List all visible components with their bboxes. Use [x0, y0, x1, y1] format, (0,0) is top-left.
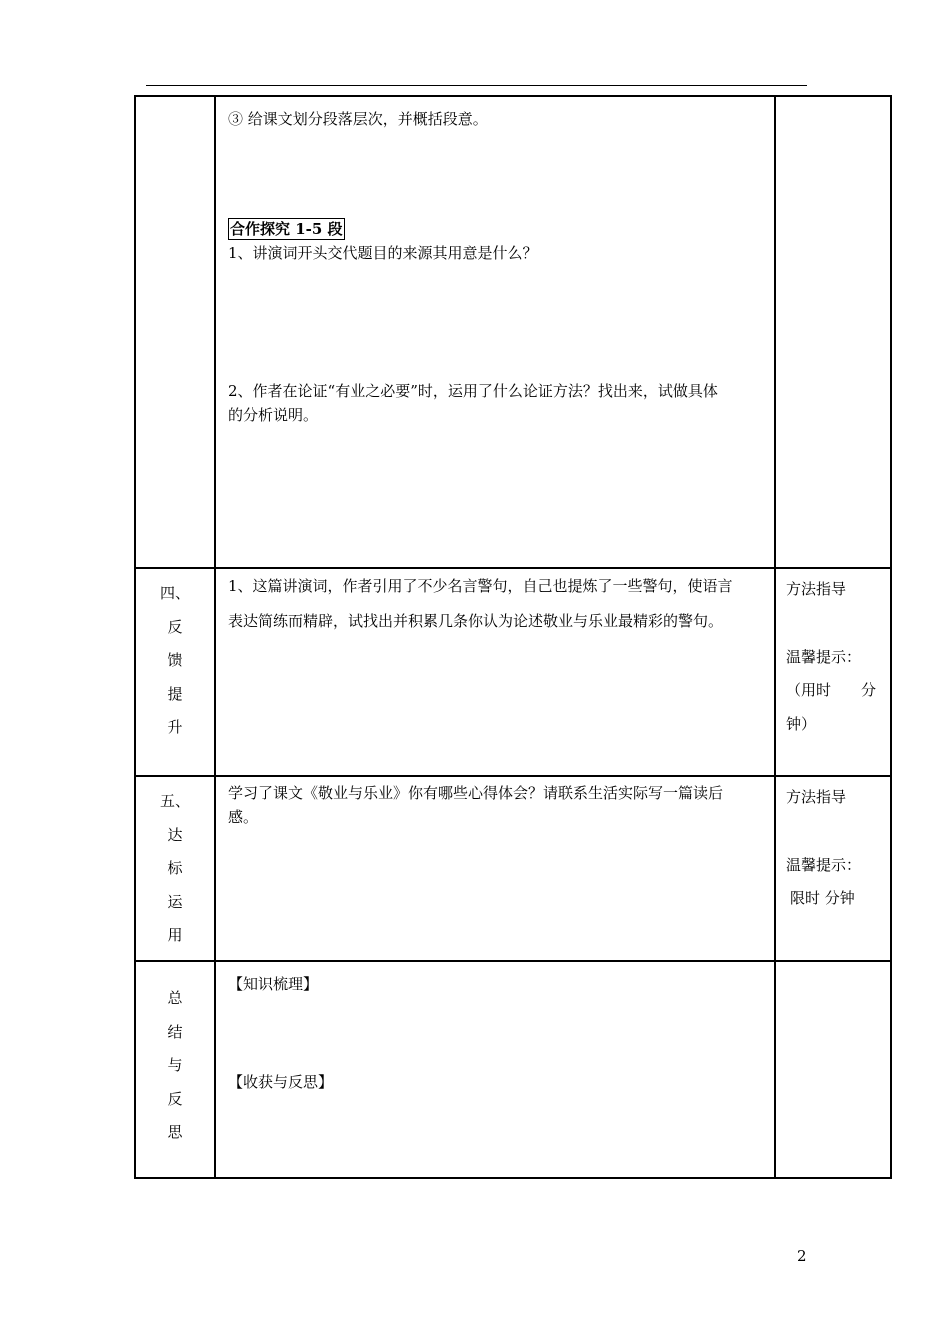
notes-cell — [775, 568, 891, 776]
section-label-char: 标 — [167, 859, 183, 877]
warm-tip-label: 温馨提示： — [786, 647, 862, 666]
header-rule — [146, 85, 807, 86]
application-task-line-2: 感。 — [228, 808, 259, 826]
content-cell — [215, 568, 775, 776]
feedback-task-line-2: 表达简练而精辟，试找出并积累几条你认为论述敬业与乐业最精彩的警句。 — [228, 612, 724, 630]
section-label-char: 升 — [167, 718, 183, 736]
section-label-cell — [135, 961, 215, 1178]
notes-cell — [775, 961, 891, 1178]
section-label-char: 与 — [167, 1056, 183, 1074]
cooperative-inquiry-heading: 合作探究 1-5 段 — [230, 220, 343, 238]
section-label-char: 馈 — [167, 651, 183, 669]
section-label-cell — [135, 568, 215, 776]
question-2-line-1: 2、作者在论证“有业之必要”时，运用了什么论证方法？找出来，试做具体 — [228, 382, 718, 400]
question-1: 1、讲演词开头交代题目的来源其用意是什么？ — [228, 244, 538, 262]
section-label-char: 达 — [167, 825, 183, 844]
section-label-char: 总 — [167, 989, 183, 1007]
table-row — [135, 96, 891, 568]
section-label-char: 结 — [167, 1022, 183, 1041]
structure-task: ③ 给课文划分段落层次，并概括段意。 — [228, 110, 488, 128]
page-number: 2 — [797, 1247, 807, 1265]
feedback-task-line-1: 1、这篇讲演词，作者引用了不少名言警句，自己也提炼了一些警句，使语言 — [228, 577, 733, 595]
lesson-plan-table — [134, 95, 892, 1179]
time-hint-line-2: 钟） — [786, 714, 817, 733]
question-2-line-2: 的分析说明。 — [228, 406, 319, 424]
section-label-cell — [135, 776, 215, 961]
warm-tip-label: 温馨提示： — [786, 855, 862, 874]
content-cell — [215, 96, 775, 568]
reflection-label: 【收获与反思】 — [228, 1073, 334, 1091]
section-label-char: 用 — [167, 926, 183, 944]
notes-cell — [775, 776, 891, 961]
time-hint-line-1: （用时 分 — [786, 681, 877, 699]
section-label-char: 运 — [167, 892, 183, 911]
time-limit-hint: 限时 分钟 — [790, 889, 855, 907]
content-cell — [215, 776, 775, 961]
section-label-char: 四、 — [159, 584, 190, 602]
table-row — [135, 568, 891, 776]
application-task-line-1: 学习了课文《敬业与乐业》你有哪些心得体会？请联系生活实际写一篇读后 — [228, 784, 724, 802]
method-guide-label: 方法指导 — [786, 580, 847, 598]
section-label-cell — [135, 96, 215, 568]
section-label-char: 反 — [167, 1089, 183, 1108]
section-label-char: 提 — [167, 684, 183, 703]
table-row — [135, 776, 891, 961]
notes-cell — [775, 96, 891, 568]
method-guide-label: 方法指导 — [786, 788, 847, 806]
content-cell — [215, 961, 775, 1178]
table-row — [135, 961, 891, 1178]
section-label-char: 五、 — [159, 792, 190, 810]
section-label-char: 思 — [167, 1123, 183, 1141]
section-label-char: 反 — [167, 617, 183, 636]
knowledge-summary-label: 【知识梳理】 — [228, 975, 319, 993]
